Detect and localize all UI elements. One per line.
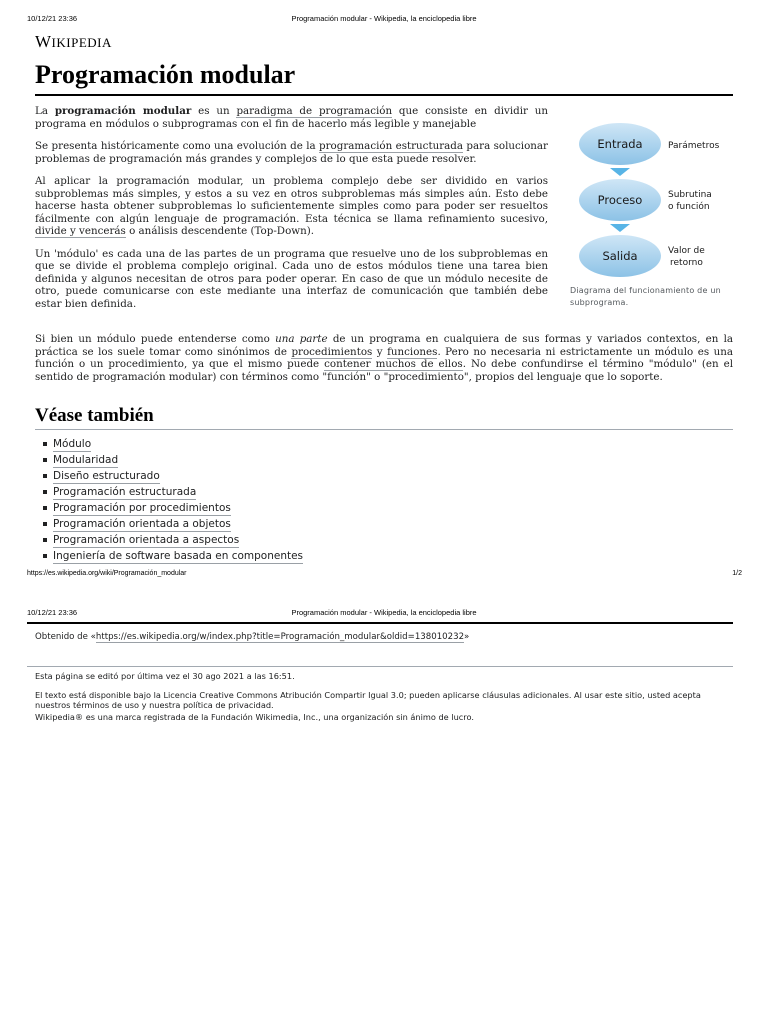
link-divide-y-venceras[interactable]: divide y vencerás bbox=[35, 225, 126, 237]
see-also-heading: Véase también bbox=[35, 404, 733, 430]
divider bbox=[27, 666, 733, 667]
paragraph-approach: Al aplicar la programación modular, un problema complejo debe ser dividido en varios subproblemas más simples, y estos a su vez en otros subproblemas más simples aún. Esto debe hacerse hasta obtener subproblemas lo suficientemente simples como para poder ser resueltos fácilmente con algún lenguaje de programación. Esta técnica se llama refinamiento sucesivo, divide y vencerás o análisis descendente (Top-Down). bbox=[35, 175, 548, 237]
see-also-link[interactable]: Módulo bbox=[53, 438, 92, 450]
list-item[interactable] bbox=[40, 436, 303, 452]
figure-caption: Diagrama del funcionamiento de un subprograma. bbox=[570, 286, 721, 307]
paragraph-history: Se presenta históricamente como una evolución de la programación estructurada para solucionar problemas de programación más grandes y complejos de lo que esta puede resolver. bbox=[35, 140, 548, 165]
wikipedia-wordmark[interactable] bbox=[35, 32, 112, 52]
divider bbox=[27, 622, 733, 624]
side-label: o función bbox=[668, 202, 710, 212]
list-item[interactable] bbox=[40, 532, 303, 548]
side-label: Subrutina bbox=[668, 190, 712, 200]
link-procedimientos[interactable]: procedimientos bbox=[291, 345, 373, 358]
link-contener-muchos[interactable]: contener muchos de ellos bbox=[324, 358, 463, 370]
link-paradigma[interactable]: paradigma de programación bbox=[236, 105, 393, 117]
wordmark-rest: IKIPEDIA bbox=[51, 35, 112, 50]
node-label: Salida bbox=[602, 249, 638, 263]
paragraph-intro: La programación modular es un paradigma de programación que consiste en dividir un programa en módulos o subprogramas con el fin de hacerlo más legible y manejable bbox=[35, 105, 549, 130]
list-item[interactable] bbox=[40, 452, 303, 468]
see-also-link[interactable]: Programación por procedimientos bbox=[53, 502, 231, 514]
retrieved-from: Obtenido de «https://es.wikipedia.org/w/index.php?title=Programación_modular&oldid=138010232» bbox=[35, 632, 470, 642]
print-header bbox=[0, 608, 768, 622]
lead-section bbox=[35, 105, 548, 320]
paragraph-module: Un 'módulo' es cada una de las partes de un programa que resuelve uno de los subproblemas en que se divide el problema complejo original. Cada uno de estos módulos tiene una tarea bien definida y algunos necesitan de otros para poder operar. En caso de que un módulo necesite de otro, puede comunicarse con este mediante una interfaz de comunicación que también debe estar bien definida. bbox=[35, 247, 548, 310]
arrow-down-icon bbox=[610, 168, 630, 176]
wordmark-initial: W bbox=[35, 32, 52, 51]
see-also-link[interactable]: Programación orientada a objetos bbox=[53, 518, 231, 530]
print-datetime: 10/12/21 23:36 bbox=[27, 14, 78, 23]
see-also-link[interactable]: Modularidad bbox=[53, 454, 119, 466]
paragraph-synonyms: Si bien un módulo puede entenderse como una parte de un programa en cualquiera de sus formas y variados contextos, en la práctica se los suele tomar como sinónimos de procedimientos y funciones. Pero no necesaria ni estrictamente un módulo es una función o un procedimiento, ya que el mismo puede contener muchos de ellos. No debe confundirse el término "módulo" (en el sentido de programación modular) con términos como "función" o "procedimiento", propios del lenguaje que lo soporte. bbox=[35, 333, 733, 383]
permalink[interactable]: https://es.wikipedia.org/w/index.php?title=Programación_modular&oldid=138010232 bbox=[95, 632, 465, 642]
print-url: https://es.wikipedia.org/wiki/Programación_modular bbox=[27, 570, 187, 577]
term-bold: programación modular bbox=[54, 105, 192, 117]
print-header bbox=[0, 14, 768, 28]
side-label: Valor de bbox=[668, 246, 705, 256]
list-item[interactable] bbox=[40, 468, 303, 484]
print-doc-title: Programación modular - Wikipedia, la enciclopedia libre bbox=[291, 608, 477, 617]
list-item[interactable] bbox=[40, 548, 303, 564]
print-doc-title: Programación modular - Wikipedia, la enciclopedia libre bbox=[291, 14, 477, 23]
see-also-link[interactable]: Programación orientada a aspectos bbox=[53, 534, 240, 546]
print-page-number: 1/2 bbox=[732, 570, 742, 577]
list-item[interactable] bbox=[40, 516, 303, 532]
license-text: El texto está disponible bajo la Licencia Creative Commons Atribución Compartir Igual 3.0; pueden aplicarse cláusulas adicionales. Al usar este sitio, usted acepta nuestros términos de uso y nuestra política de privacidad. bbox=[35, 690, 701, 710]
print-datetime: 10/12/21 23:36 bbox=[27, 608, 78, 617]
subprogram-diagram bbox=[566, 110, 736, 280]
list-item[interactable] bbox=[40, 500, 303, 516]
italic-una-parte: una parte bbox=[275, 333, 328, 345]
see-also-link[interactable]: Programación estructurada bbox=[53, 486, 197, 498]
see-also-link[interactable]: Diseño estructurado bbox=[53, 470, 160, 482]
node-label: Entrada bbox=[597, 137, 643, 151]
side-label: retorno bbox=[670, 258, 703, 268]
side-label: Parámetros bbox=[668, 141, 720, 151]
last-edit: Esta página se editó por última vez el 30 ago 2021 a las 16:51. bbox=[35, 671, 295, 681]
see-also-list bbox=[40, 436, 303, 564]
trademark-text: Wikipedia® es una marca registrada de la Fundación Wikimedia, Inc., una organización sin ánimo de lucro. bbox=[35, 712, 474, 722]
link-programacion-estructurada[interactable]: programación estructurada bbox=[319, 140, 464, 152]
link-funciones[interactable]: funciones bbox=[387, 345, 438, 358]
node-label: Proceso bbox=[597, 193, 643, 207]
see-also-link[interactable]: Ingeniería de software basada en componentes bbox=[53, 550, 304, 562]
list-item[interactable] bbox=[40, 484, 303, 500]
page-title: Programación modular bbox=[35, 58, 733, 96]
arrow-down-icon bbox=[610, 224, 630, 232]
